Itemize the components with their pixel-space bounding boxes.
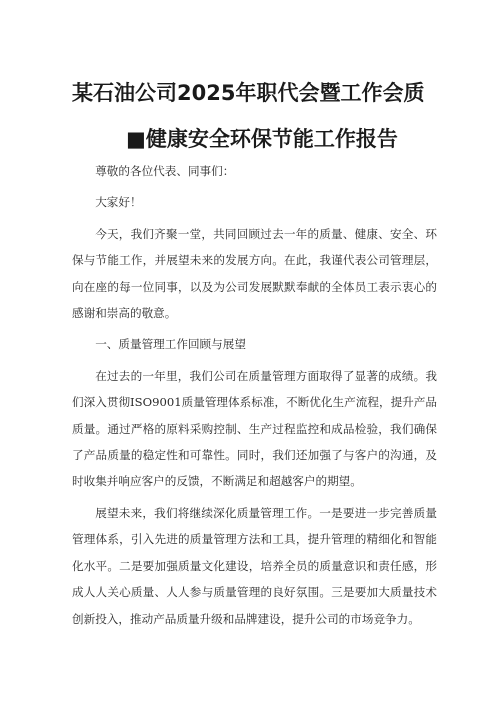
document-title-line1: 某石油公司2025年职代会暨工作会质 bbox=[72, 81, 425, 105]
intro-paragraph: 今天，我们齐聚一堂，共同回顾过去一年的质量、健康、安全、环保与节能工作，并展望未来的发展方向。在此，我谨代表公司管理层，向在座的每一位同事，以及为公司发展默默奉献的全体员工表示衷心的感谢和崇高的敬意。 bbox=[72, 226, 437, 321]
greeting-paragraph: 尊敬的各位代表、同事们： bbox=[95, 164, 235, 178]
hello-paragraph: 大家好！ bbox=[95, 195, 142, 210]
section1-paragraph-1: 在过去的一年里，我们公司在质量管理方面取得了显著的成绩。我们深入贯彻ISO9001质量管理体系标准，不断优化生产流程，提升产品质量。通过严格的原料采购控制、生产过程监控和成品检验，我们确保了产品质量的稳定性和可靠性。同时，我们还加强了与客户的沟通，及时收集并响应客户的反馈，不断满足和超越客户的期望。 bbox=[72, 368, 437, 489]
section1-paragraph-2: 展望未来，我们将继续深化质量管理工作。一是要进一步完善质量管理体系，引入先进的质量管理方法和工具，提升管理的精细化和智能化水平。二是要加强质量文化建设，培养全员的质量意识和责任感，形成人人关心质量、人人参与质量管理的良好氛围。三是要加大质量技术创新投入，推动产品质量升级和品牌建设，提升公司的市场竞争力。 bbox=[72, 505, 437, 626]
document-body bbox=[72, 158, 437, 632]
section1-heading: 一、质量管理工作回顾与展望 bbox=[95, 337, 246, 352]
document-title-line2: ■健康安全环保节能工作报告 bbox=[126, 127, 398, 151]
